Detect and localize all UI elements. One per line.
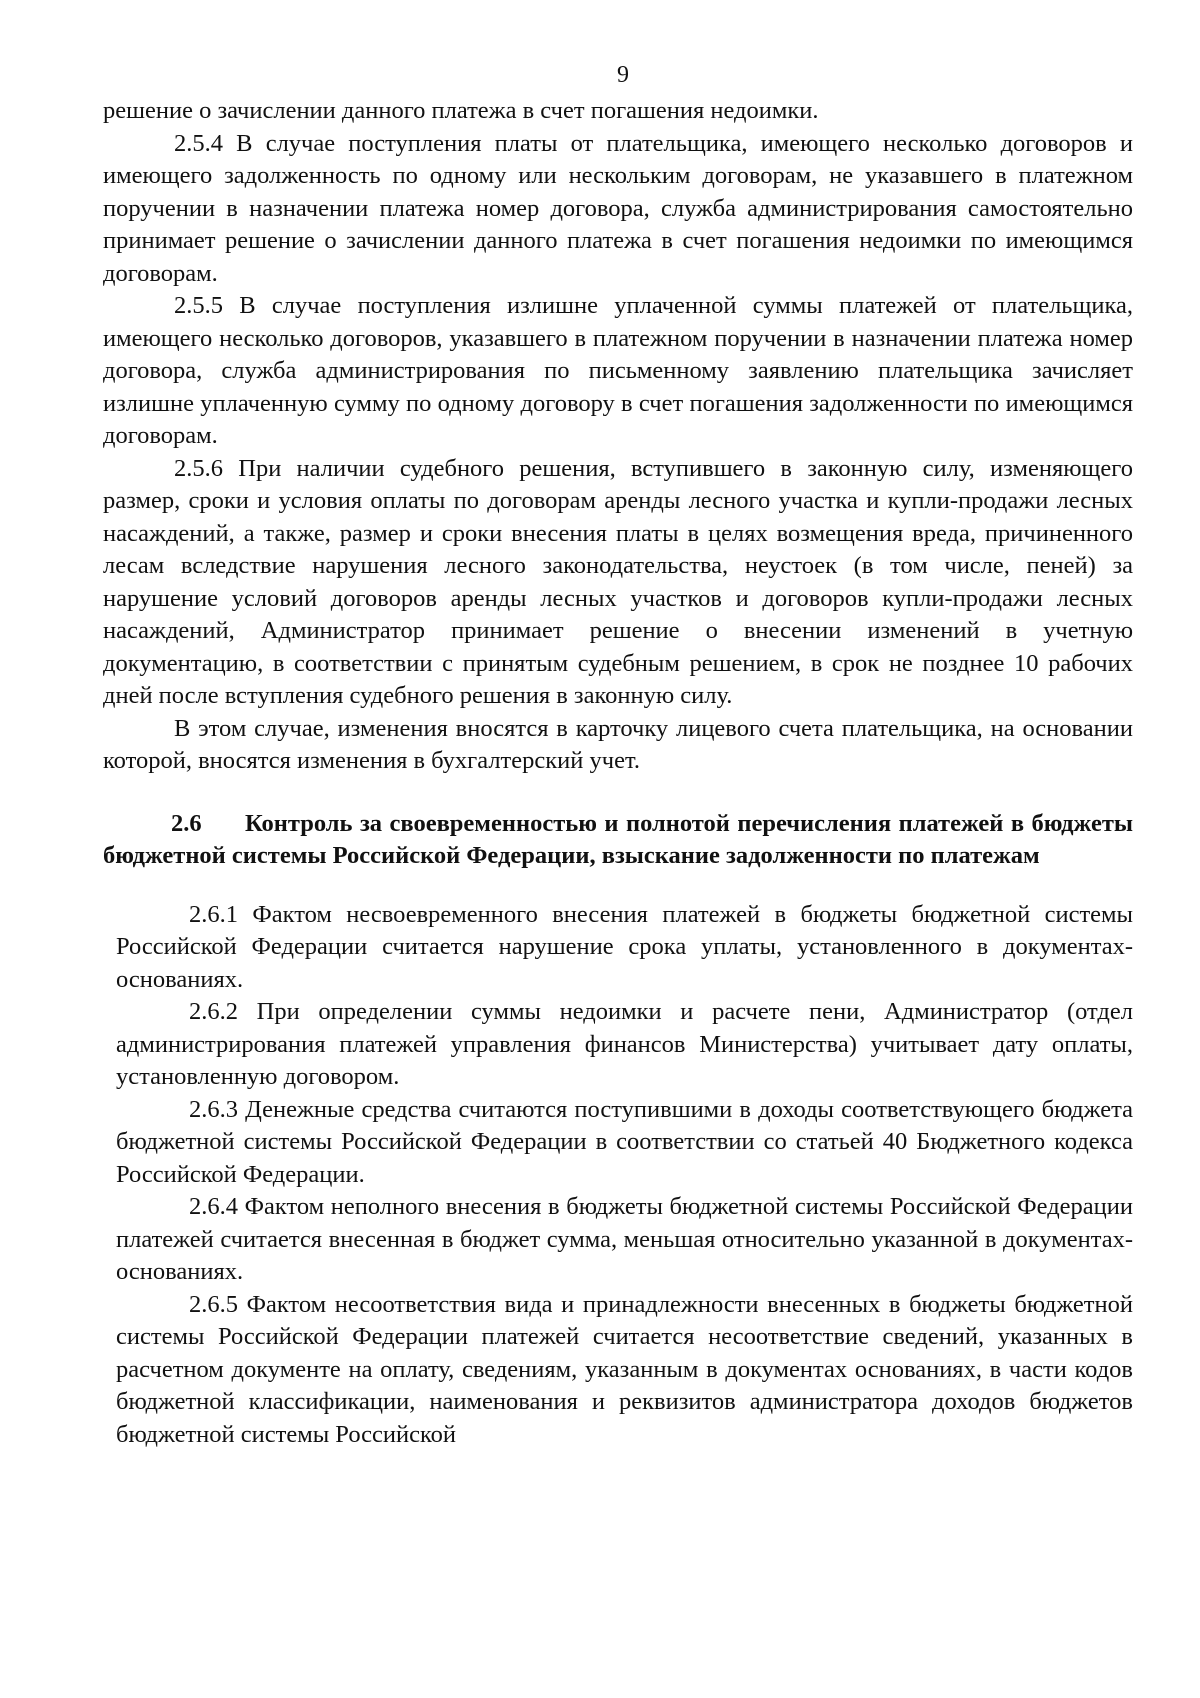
section-number: 2.6 — [171, 809, 202, 837]
paragraph-2-5-5: 2.5.5 В случае поступления излишне уплаченной суммы платежей от плательщика, имеющего несколько договоров, указавшего в платежном поручении в назначении платежа номер договора, служба администрирования по письменному заявлению плательщика зачисляет излишне уплаченную сумму по одному договору в счет погашения задолженности по имеющимся договорам. — [103, 292, 1133, 449]
paragraph-2-6-4: 2.6.4 Фактом неполного внесения в бюджеты бюджетной системы Российской Федерации платежей считается внесенная в бюджет сумма, меньшая относительно указанной в документах-основаниях. — [116, 1193, 1133, 1285]
document-page — [103, 55, 1133, 1451]
paragraph-2-6-1: 2.6.1 Фактом несвоевременного внесения платежей в бюджеты бюджетной системы Российской Федерации считается нарушение срока уплаты, установленного в документах-основаниях. — [116, 900, 1133, 993]
section-heading-2-6 — [103, 808, 1133, 873]
section-title: Контроль за своевременностью и полнотой перечисления платежей в бюджеты бюджетной системы Российской Федерации, взыскание задолженности по платежам — [103, 809, 1133, 869]
paragraph-2-6-2: 2.6.2 При определении суммы недоимки и расчете пени, Администратор (отдел администрирования платежей управления финансов Министерства) учитывает дату оплаты, установленную договором. — [116, 998, 1133, 1090]
paragraph-2-5-6-note: В этом случае, изменения вносятся в карточку лицевого счета плательщика, на основании которой, вносятся изменения в бухгалтерский учет. — [103, 714, 1133, 774]
paragraph-2-6-5: 2.6.5 Фактом несоответствия вида и принадлежности внесенных в бюджеты бюджетной системы Российской Федерации платежей считается несоответствие сведений, указанных в расчетном документе на оплату, сведениям, указанным в документах основаниях, в части кодов бюджетной классификации, наименования и реквизитов администратора доходов бюджетов бюджетной системы Российской — [116, 1290, 1133, 1448]
paragraph-2-5-4: 2.5.4 В случае поступления платы от плательщика, имеющего несколько договоров и имеющего задолженность по одному или нескольким договорам, не указавшего в платежном поручении в назначении платежа номер договора, служба администрирования самостоятельно принимает решение о зачислении данного платежа в счет погашения недоимки по имеющимся договорам. — [103, 129, 1133, 287]
paragraph-2-5-6: 2.5.6 При наличии судебного решения, вступившего в законную силу, изменяющего размер, сроки и условия оплаты по договорам аренды лесного участка и купли-продажи лесных насаждений, а также, размер и сроки внесения платы в целях возмещения вреда, причиненного лесам вследствие нарушения лесного законодательства, неустоек (в том числе, пеней) за нарушение условий договоров аренды лесных участков и договоров купли-продажи лесных насаждений, Администратор принимает решение о внесении изменений в учетную документацию, в соответствии с принятым судебным решением, в срок не позднее 10 рабочих дней после вступления судебного решения в законную силу. — [103, 454, 1133, 709]
paragraph-continuation: решение о зачислении данного платежа в счет погашения недоимки. — [103, 97, 819, 124]
page-number: 9 — [617, 62, 629, 88]
paragraph-2-6-3: 2.6.3 Денежные средства считаются поступившими в доходы соответствующего бюджета бюджетной системы Российской Федерации в соответствии со статьей 40 Бюджетного кодекса Российской Федерации. — [116, 1095, 1133, 1188]
